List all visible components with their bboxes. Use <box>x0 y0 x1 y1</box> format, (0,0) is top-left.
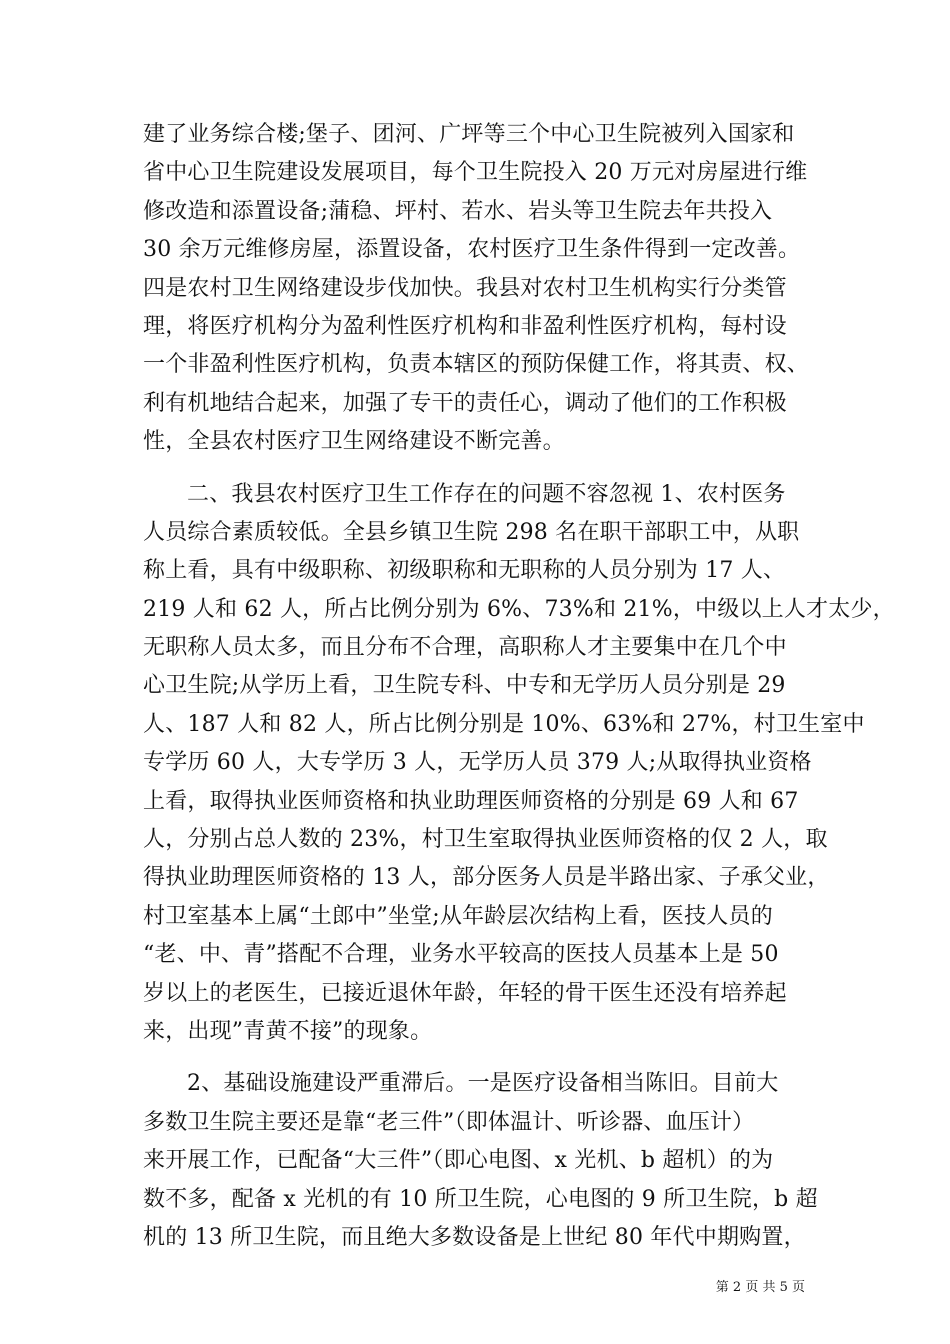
text-line: 性，全县农村医疗卫生网络建设不断完善。 <box>143 429 565 455</box>
text-line: 称上看，具有中级职称、初级职称和无职称的人员分别为 17 人、 <box>143 558 786 584</box>
text-line: 得执业助理医师资格的 13 人，部分医务人员是半路出家、子承父业， <box>143 865 830 891</box>
text-line: 219 人和 62 人，所占比例分别为 6%、73%和 21%，中级以上人才太少， <box>143 596 895 622</box>
text-line: 理，将医疗机构分为盈利性医疗机构和非盈利性医疗机构，每村设 <box>143 313 787 339</box>
text-line: 数不多，配备 x 光机的有 10 所卫生院，心电图的 9 所卫生院，b 超 <box>143 1186 818 1212</box>
text-line: 省中心卫生院建设发展项目，每个卫生院投入 20 万元对房屋进行维 <box>143 160 808 186</box>
text-line: 来开展工作，已配备“大三件”（即心电图、x 光机、b 超机）的为 <box>143 1148 774 1174</box>
text-line: 一个非盈利性医疗机构，负责本辖区的预防保健工作，将其责、权、 <box>143 352 810 378</box>
paragraph-3 <box>143 1065 818 1257</box>
text-line: 岁以上的老医生，已接近退休年龄，年轻的骨干医生还没有培养起 <box>143 980 787 1006</box>
text-line-indented: 2、基础设施建设严重滞后。一是医疗设备相当陈旧。目前大 <box>187 1071 779 1097</box>
text-line: 利有机地结合起来，加强了专干的责任心，调动了他们的工作积极 <box>143 390 787 416</box>
text-line-indented: 二、我县农村医疗卫生工作存在的问题不容忽视 1、农村医务 <box>187 481 786 507</box>
text-line: 人员综合素质较低。全县乡镇卫生院 298 名在职干部职工中，从职 <box>143 519 800 545</box>
text-line: 村卫室基本上属“土郎中”坐堂;从年龄层次结构上看，医技人员的 <box>143 903 773 929</box>
text-line: 心卫生院;从学历上看，卫生院专科、中专和无学历人员分别是 29 <box>143 673 786 699</box>
paragraph-spacing <box>143 462 813 476</box>
text-line: 修改造和添置设备;蒲稳、坪村、若水、岩头等卫生院去年共投入 <box>143 198 773 224</box>
text-line: “老、中、青”搭配不合理，业务水平较高的医技人员基本上是 50 <box>143 942 779 968</box>
text-line: 无职称人员太多，而且分布不合理，高职称人才主要集中在几个中 <box>143 635 787 661</box>
text-line: 建了业务综合楼;堡子、团河、广坪等三个中心卫生院被列入国家和 <box>143 122 795 147</box>
text-line: 人、187 人和 82 人，所占比例分别是 10%、63%和 27%，村卫生室中 <box>143 711 865 737</box>
paragraph-1 <box>143 116 813 462</box>
text-line: 人，分别占总人数的 23%，村卫生室取得执业医师资格的仅 2 人，取 <box>143 827 828 853</box>
paragraph-spacing <box>143 1051 813 1065</box>
page-number-footer: 第 2 页 共 5 页 <box>715 1280 805 1295</box>
text-line: 机的 13 所卫生院，而且绝大多数设备是上世纪 80 年代中期购置， <box>143 1224 806 1250</box>
text-line: 多数卫生院主要还是靠“老三件”（即体温计、听诊器、血压计） <box>143 1109 755 1135</box>
text-line: 专学历 60 人，大专学历 3 人，无学历人员 379 人;从取得执业资格 <box>143 750 812 776</box>
paragraph-2 <box>143 476 895 1052</box>
text-line: 上看，取得执业医师资格和执业助理医师资格的分别是 69 人和 67 <box>143 788 799 814</box>
document-body <box>143 116 895 1257</box>
text-line: 四是农村卫生网络建设步伐加快。我县对农村卫生机构实行分类管 <box>143 275 787 301</box>
text-line: 来，出现”青黄不接”的现象。 <box>143 1018 433 1044</box>
text-line: 30 余万元维修房屋，添置设备，农村医疗卫生条件得到一定改善。 <box>143 237 801 263</box>
